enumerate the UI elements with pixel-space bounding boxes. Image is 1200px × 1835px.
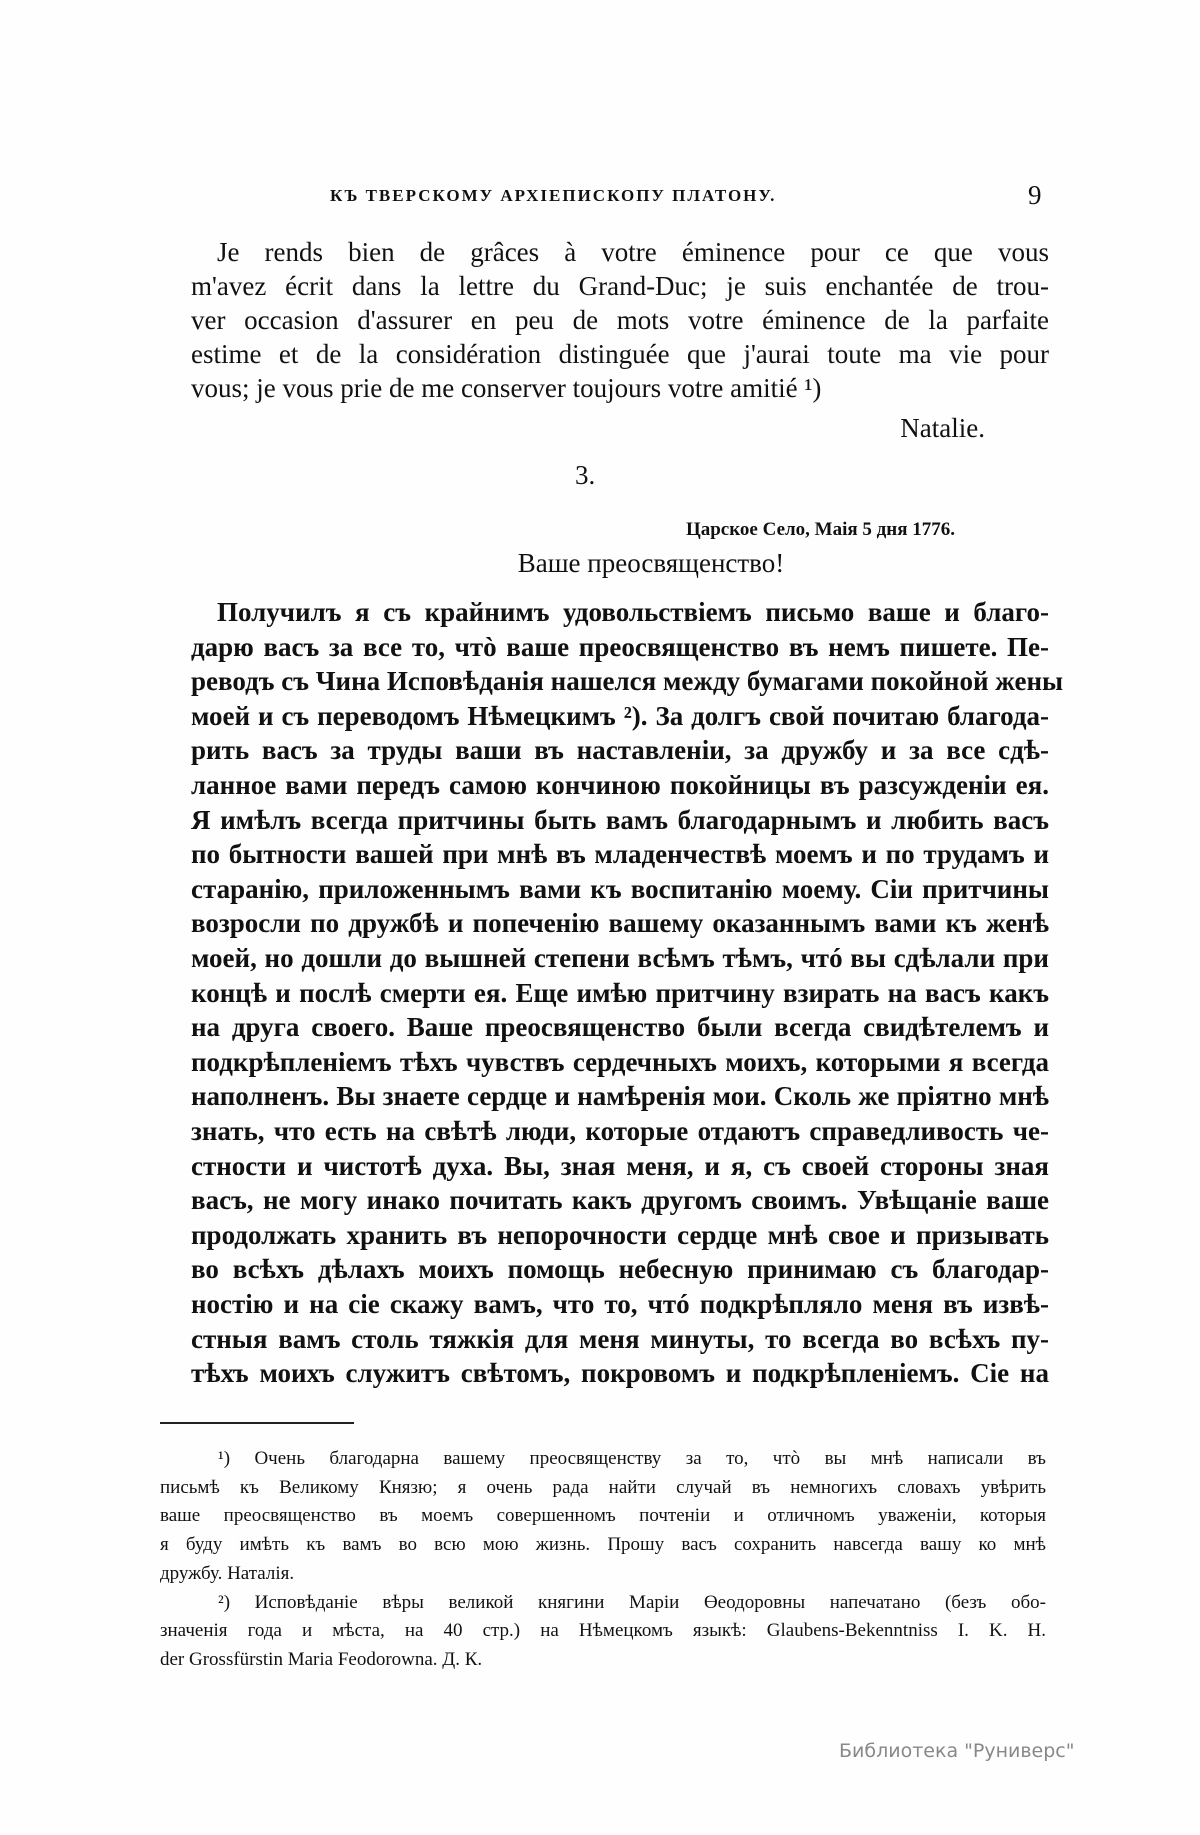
signature: Natalie. [900,413,985,443]
text-line: возросли по дружбѣ и попеченію вашему оказаннымъ вами къ женѣ [191,908,1049,939]
footnote-line: ²) Исповѣданіе вѣры великой княгини Маріи Өеодоровны напечатано (безъ обо- [218,1591,1046,1613]
salutation: Ваше преосвященство! [517,548,785,578]
text-line: на друга своего. Ваше преосвященство были всегда свидѣтелемъ и [191,1012,1049,1043]
text-line: подкрѣпленіемъ тѣхъ чувствъ сердечныхъ моихъ, которыми я всегда [191,1046,1049,1077]
text-line: знать, что есть на свѣтѣ люди, которые отдаютъ справедливость че- [191,1116,1049,1146]
letter-number: 3. [575,460,596,490]
text-line: ланное вами передъ самою кончиною покойницы въ разсужденіи ея. [191,770,1049,800]
footnote-line: ¹) Очень благодарна вашему преосвященству за то, чтò вы мнѣ написали въ [218,1448,1046,1469]
text-line: vous; je vous prie de me conserver toujours votre amitié ¹) [191,373,822,403]
text-line: концѣ и послѣ смерти ея. Еще имѣю притчину взирать на васъ какъ [191,977,1049,1008]
library-watermark: Библиотека "Руниверс" [839,1740,1075,1762]
text-line: рить васъ за труды ваши въ наставленіи, за дружбу и за все сдѣ- [191,735,1049,766]
text-line: васъ, не могу инако почитать какъ другомъ своимъ. Увѣщаніе ваше [191,1185,1049,1216]
text-line: моей, но дошли до вышней степени всѣмъ тѣмъ, чтó вы сдѣлали при [191,943,1049,973]
text-line: ностію и на сіе скажу вамъ, что то, чтó подкрѣпляло меня въ извѣ- [191,1289,1049,1319]
footnote-line: значенія года и мѣста, на 40 стр.) на Нѣмецкомъ языкѣ: Glaubens-Bekenntniss I. K. H. [160,1620,1046,1642]
footnote-line: письмѣ къ Великому Князю; я очень рада найти случай въ немногихъ словахъ увѣрить [160,1476,1046,1498]
text-line: во всѣхъ дѣлахъ моихъ помощь небесную принимаю съ благодар- [191,1254,1049,1285]
running-head: КЪ ТВЕРСКОМУ АРХІЕПИСКОПУ ПЛАТОНУ. [330,186,777,205]
text-line: тѣхъ моихъ служитъ свѣтомъ, покровомъ и подкрѣпленіемъ. Сіе на [191,1358,1049,1389]
text-line: реводъ съ Чина Исповѣданія нашелся между бумагами покойной жены [191,666,1064,697]
text-line: Je rends bien de grâces à votre éminence pour ce que vous [217,237,1049,267]
text-line: estime et de la considération distinguée que j'aurai toute ma vie pour [191,339,1049,369]
text-line: ver occasion d'assurer en peu de mots votre éminence de la parfaite [191,305,1049,335]
footnote-line: я буду имѣть къ вамъ во всю мою жизнь. Прошу васъ сохранить навсегда вашу ко мнѣ [160,1534,1046,1556]
text-line: Я имѣлъ всегда притчины быть вамъ благодарнымъ и любить васъ [191,804,1049,835]
footnote-line: дружбу. Наталія. [160,1562,295,1584]
text-line: стности и чистотѣ духа. Вы, зная меня, и я, съ своей стороны зная [191,1150,1049,1181]
text-line: Получилъ я съ крайнимъ удовольствіемъ письмо ваше и благо- [217,597,1049,627]
page-number: 9 [1028,180,1042,210]
text-line: наполненъ. Вы знаете сердце и намѣренія мои. Сколь же пріятно мнѣ [191,1081,1049,1112]
dateline: Царское Село, Маія 5 дня 1776. [685,519,955,540]
footnote-rule [160,1422,354,1424]
text-line: продолжать хранить въ непорочности сердце мнѣ свое и призывать [191,1219,1049,1250]
text-line: старанію, приложеннымъ вами къ воспитанію моему. Сіи притчины [191,873,1049,904]
footnote-line: ваше преосвященство въ моемъ совершенномъ почтеніи и отличномъ уваженіи, которыя [160,1505,1046,1527]
text-line: дарю васъ за все то, чтò ваше преосвященство въ немъ пишете. Пе- [191,631,1049,662]
text-line: стныя вамъ столь тяжкія для меня минуты, то всегда во всѣхъ пу- [191,1323,1049,1354]
text-line: m'avez écrit dans la lettre du Grand-Duc; je suis enchantée de trou- [191,271,1049,301]
text-line: по бытности вашей при мнѣ въ младенчествѣ моемъ и по трудамъ и [191,839,1049,870]
footnote-line: der Grossfürstin Maria Feodorowna. Д. К. [160,1648,483,1670]
text-line: моей и съ переводомъ Нѣмецкимъ ²). За долгъ свой почитаю благода- [191,700,1049,731]
